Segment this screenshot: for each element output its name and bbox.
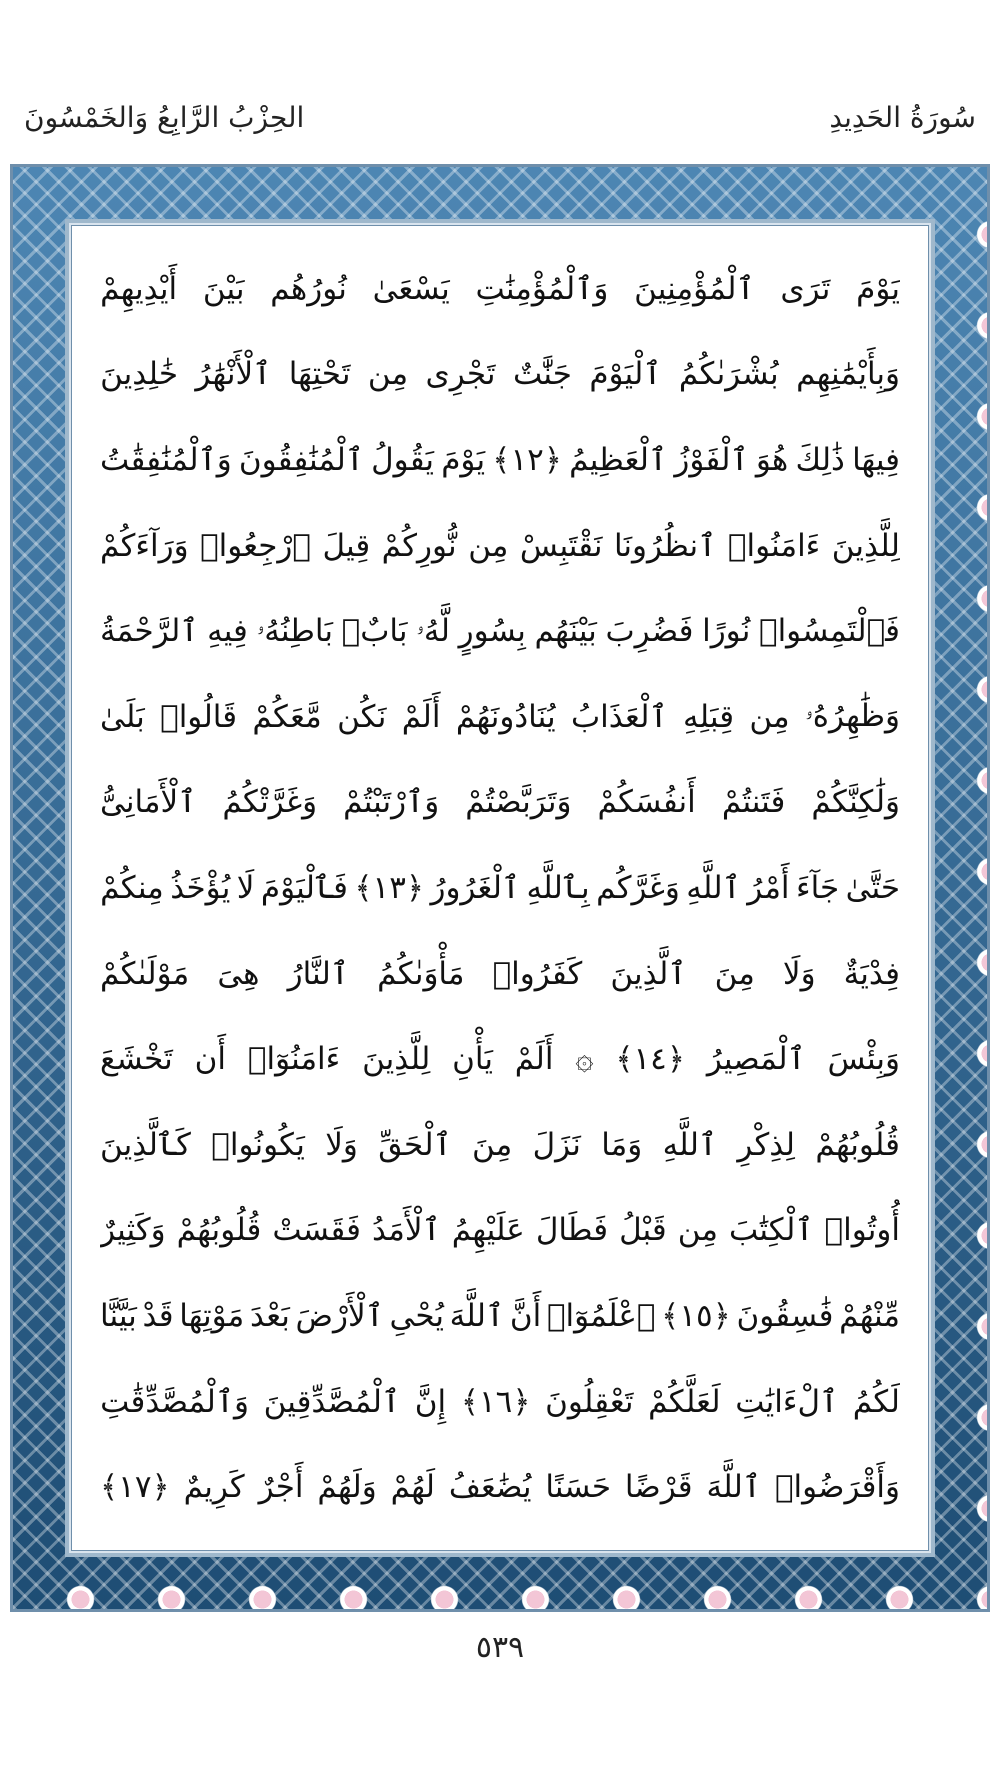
surah-name: سُورَةُ الحَدِيدِ [829, 100, 976, 134]
verse-word: ٱلْمُؤْمِنِينَ [634, 270, 755, 307]
verse-word: لَهُمْ [390, 1469, 436, 1506]
verse-word: فَٰسِقُونَ [736, 1297, 834, 1334]
verse-word: مِن [468, 527, 509, 564]
verse-word: لَعَلَّكُمْ [648, 1383, 721, 1420]
verse-word: قَالُوا۟ [160, 698, 238, 735]
verse-word: وَغَرَّكُم [596, 869, 680, 906]
verse-word: جَنَّٰتٌ [512, 356, 572, 393]
verse-word: ٱللَّهَ [706, 1469, 762, 1506]
verse-word: أَن [194, 1041, 227, 1078]
verse-word: بِٱللَّهِ [526, 869, 590, 906]
verse-word: مِنكُمْ [100, 869, 164, 906]
verse-word: يَكُونُوا۟ [211, 1126, 305, 1163]
verse-word: ٱلْأَنْهَٰرُ [195, 356, 272, 393]
verse-word: لِلَّذِينَ [362, 1041, 431, 1078]
verse-word: وَلَا [325, 1126, 358, 1163]
verse-word: وَٱلْمُنَٰفِقَٰتُ [100, 441, 232, 478]
verse-word: حَتَّىٰ [845, 869, 900, 906]
verse-word: ٱلْحَقِّ [378, 1126, 452, 1163]
verse-word: نُورًا [702, 613, 751, 650]
verse-word: وَٱلْمُؤْمِنَٰتِ [475, 270, 609, 307]
verse-word: يَقُولُ [371, 441, 435, 478]
verse-word: يُحْىِ [389, 1297, 444, 1334]
verse-lines [100, 246, 900, 1530]
verse-word: حَسَنًا [545, 1469, 612, 1506]
verse-word: بَعْدَ [249, 1297, 290, 1334]
verse-word: قِيلَ [322, 527, 371, 564]
verse-word: قَرْضًا [624, 1469, 693, 1506]
verse-word: فَتَنتُمْ [721, 784, 786, 821]
verse-word: فِدْيَةٌ [843, 955, 900, 992]
verse-word: خَٰلِدِينَ [100, 356, 178, 393]
verse-word: مَّعَكُمْ [252, 698, 322, 735]
verse-word: ٱلْعَذَابُ [570, 698, 668, 735]
verse-word: كَٱلَّذِينَ [100, 1126, 191, 1163]
verse-word: يَأْنِ [452, 1041, 493, 1078]
verse-line [100, 588, 900, 674]
verse-word: مَوْلَىٰكُمْ [100, 955, 190, 992]
verse-word: وَلَا [782, 955, 816, 992]
verse-word: قَدْ [142, 1297, 174, 1334]
verse-word: مِّنْهُمْ [839, 1297, 900, 1334]
verse-word: أَنَّ [509, 1297, 542, 1334]
verse-word: أَيْدِيهِمْ [100, 270, 178, 307]
verse-word: وَلَٰكِنَّكُمْ [811, 784, 900, 821]
verse-word: وَكَثِيرٌ [100, 1212, 166, 1249]
verse-word: فِيهَا [852, 441, 900, 478]
verse-word: وَتَرَبَّصْتُمْ [465, 784, 572, 821]
verse-word: أَلَمْ [514, 1041, 554, 1078]
verse-word: ٱللَّهَ [449, 1297, 505, 1334]
verse-word: وَظَٰهِرُهُۥ [804, 698, 900, 735]
ayah-number-marker: ﴿١٢﴾ [492, 441, 562, 478]
verse-word: مِنَ [472, 1126, 513, 1163]
verse-word: ٱلْعَظِيمُ [569, 441, 668, 478]
verse-word: فَقَسَتْ [272, 1212, 361, 1249]
verse-word: بَاطِنُهُۥ [256, 612, 333, 649]
verse-line [100, 760, 900, 846]
verse-word: ٱلَّذِينَ [610, 955, 687, 992]
verse-word: وَرَآءَكُمْ [100, 527, 189, 564]
verse-word: أَنفُسَكُمْ [597, 784, 696, 821]
verse-line [100, 417, 900, 503]
verse-line [100, 1444, 900, 1530]
verse-word: ٱلْءَايَٰتِ [735, 1383, 839, 1420]
verse-line [100, 845, 900, 931]
ayah-number-marker: ﴿١٦﴾ [460, 1383, 531, 1420]
verse-word: بَيْنَهُم [534, 613, 597, 650]
verse-word: وَٱرْتَبْتُمْ [343, 784, 440, 821]
verse-word: ٱلْفَوْزُ [674, 441, 749, 478]
verse-word: لَا [236, 869, 255, 906]
verse-word: بَيْنَ [202, 270, 245, 307]
quran-text-panel [71, 225, 929, 1551]
verse-word: قِبَلِهِ [682, 698, 735, 735]
verse-word: بَيَّنَّا [100, 1297, 137, 1334]
verse-word: ٱلْمُنَٰفِقُونَ [238, 441, 364, 478]
verse-word: مِن [749, 698, 790, 735]
verse-word: يَوْمَ [856, 270, 900, 307]
verse-word: أَمْرُ [747, 869, 790, 906]
verse-word: عَلَيْهِمُ [451, 1212, 525, 1249]
verse-word: ءَامَنُوٓا۟ [247, 1041, 341, 1078]
verse-line [100, 1359, 900, 1445]
verse-word: وَبِأَيْمَٰنِهِم [796, 356, 900, 393]
verse-word: ذَٰلِكَ [795, 441, 845, 478]
verse-word: قُلُوبُهُمْ [815, 1126, 900, 1163]
verse-word: جَآءَ [796, 869, 840, 906]
verse-word: يَوْمَ [441, 441, 486, 478]
verse-word: كَفَرُوا۟ [492, 955, 583, 992]
verse-word: ٱلْأَمَدُ [371, 1212, 441, 1249]
verse-word: أُوتُوا۟ [824, 1212, 900, 1249]
verse-word: لَّهُۥ [416, 612, 450, 649]
verse-word: ٱلْغَرُورُ [430, 869, 521, 906]
verse-word: تَخْشَعَ [100, 1041, 173, 1078]
verse-line [100, 1102, 900, 1188]
verse-word: لِلَّذِينَ [831, 527, 900, 564]
verse-word: مَأْوَىٰكُمُ [377, 955, 465, 992]
verse-word: نُورُهُم [270, 270, 347, 307]
verse-word: يَسْعَىٰ [372, 270, 450, 307]
verse-word: فَٱلْتَمِسُوا۟ [758, 613, 900, 650]
verse-word: وَٱلْمُصَّدِّقَٰتِ [100, 1383, 249, 1420]
verse-word: وَأَقْرَضُوا۟ [774, 1469, 900, 1506]
verse-word: فَضُرِبَ [605, 613, 694, 650]
verse-word: يُؤْخَذُ [170, 869, 231, 906]
verse-word: مِن [677, 1212, 718, 1249]
verse-word: فَطَالَ [535, 1212, 609, 1249]
verse-word: لَكُمُ [852, 1383, 900, 1420]
verse-word: مِن [367, 356, 409, 393]
verse-word: أَلَمْ [401, 698, 441, 735]
ornamental-border-frame [10, 164, 990, 1612]
verse-word: هِىَ [217, 955, 260, 992]
verse-word: تَعْقِلُونَ [545, 1383, 634, 1420]
verse-word: فَٱلْيَوْمَ [260, 869, 348, 906]
verse-word: بَلَىٰ [100, 698, 145, 735]
verse-word: تَحْتِهَا [288, 356, 351, 393]
verse-line [100, 674, 900, 760]
verse-word: ٱلْمَصِيرُ [706, 1041, 806, 1078]
ayah-number-marker: ﴿١٤﴾ [615, 1041, 685, 1078]
verse-line [100, 246, 900, 332]
verse-line [100, 1016, 900, 1102]
verse-word: مِنَ [714, 955, 755, 992]
verse-word: أَجْرٌ [258, 1469, 304, 1506]
verse-word: بُشْرَىٰكُمُ [678, 356, 779, 393]
hizb-label: الحِزْبُ الرَّابِعُ وَالخَمْسُونَ [24, 100, 305, 134]
verse-word: قَبْلُ [619, 1212, 667, 1249]
verse-line [100, 332, 900, 418]
verse-word: لِذِكْرِ [737, 1126, 795, 1163]
verse-word: ۞ [575, 1041, 594, 1078]
verse-word: نُّورِكُمْ [381, 527, 457, 564]
verse-word: مَوْتِهَا [179, 1297, 245, 1334]
verse-line [100, 1273, 900, 1359]
ayah-number-marker: ﴿١٧﴾ [100, 1469, 170, 1506]
verse-word: ٱللَّهِ [662, 1126, 718, 1163]
verse-word: بِسُورٍ [458, 613, 526, 650]
verse-word: ٱلْأَمَانِىُّ [100, 784, 197, 821]
verse-word: هُوَ [755, 441, 789, 478]
verse-word: ٱرْجِعُوا۟ [200, 527, 311, 564]
verse-word: ءَامَنُوا۟ [727, 527, 821, 564]
verse-word: ٱعْلَمُوٓا۟ [546, 1297, 656, 1334]
verse-word: ٱلرَّحْمَةُ [100, 613, 199, 650]
verse-word: ٱللَّهِ [686, 869, 741, 906]
verse-word: نَزَلَ [532, 1126, 581, 1163]
verse-word: ٱلْمُصَّدِّقِينَ [263, 1383, 401, 1420]
verse-word: ٱلنَّارُ [287, 955, 349, 992]
verse-word: قُلُوبُهُمْ [176, 1212, 262, 1249]
verse-word: تَجْرِى [425, 356, 496, 393]
page-number: ٥٣٩ [475, 1630, 525, 1665]
verse-word: بَابٌۢ [341, 613, 408, 650]
verse-word: وَمَا [601, 1126, 643, 1163]
verse-word: وَلَهُمْ [317, 1469, 377, 1506]
verse-word: وَبِئْسَ [827, 1041, 900, 1078]
verse-line [100, 931, 900, 1017]
verse-word: إِنَّ [414, 1383, 447, 1420]
verse-word: ٱلْأَرْضَ [295, 1297, 384, 1334]
verse-word: ٱلْيَوْمَ [589, 356, 662, 393]
verse-line [100, 503, 900, 589]
page-header [24, 92, 976, 142]
verse-word: يُضَٰعَفُ [448, 1469, 532, 1506]
ayah-number-marker: ﴿١٣﴾ [354, 869, 425, 906]
verse-word: ٱنظُرُونَا [613, 527, 717, 564]
verse-word: ٱلْكِتَٰبَ [728, 1212, 814, 1249]
verse-word: نَكُن [337, 698, 387, 735]
ayah-number-marker: ﴿١٥﴾ [661, 1297, 731, 1334]
verse-word: فِيهِ [207, 613, 248, 650]
verse-word: وَغَرَّتْكُمُ [222, 784, 318, 821]
verse-word: يُنَادُونَهُمْ [455, 698, 556, 735]
verse-line [100, 1188, 900, 1274]
verse-word: كَرِيمٌ [183, 1469, 245, 1506]
verse-word: تَرَى [780, 270, 831, 307]
verse-word: نَقْتَبِسْ [519, 527, 603, 564]
